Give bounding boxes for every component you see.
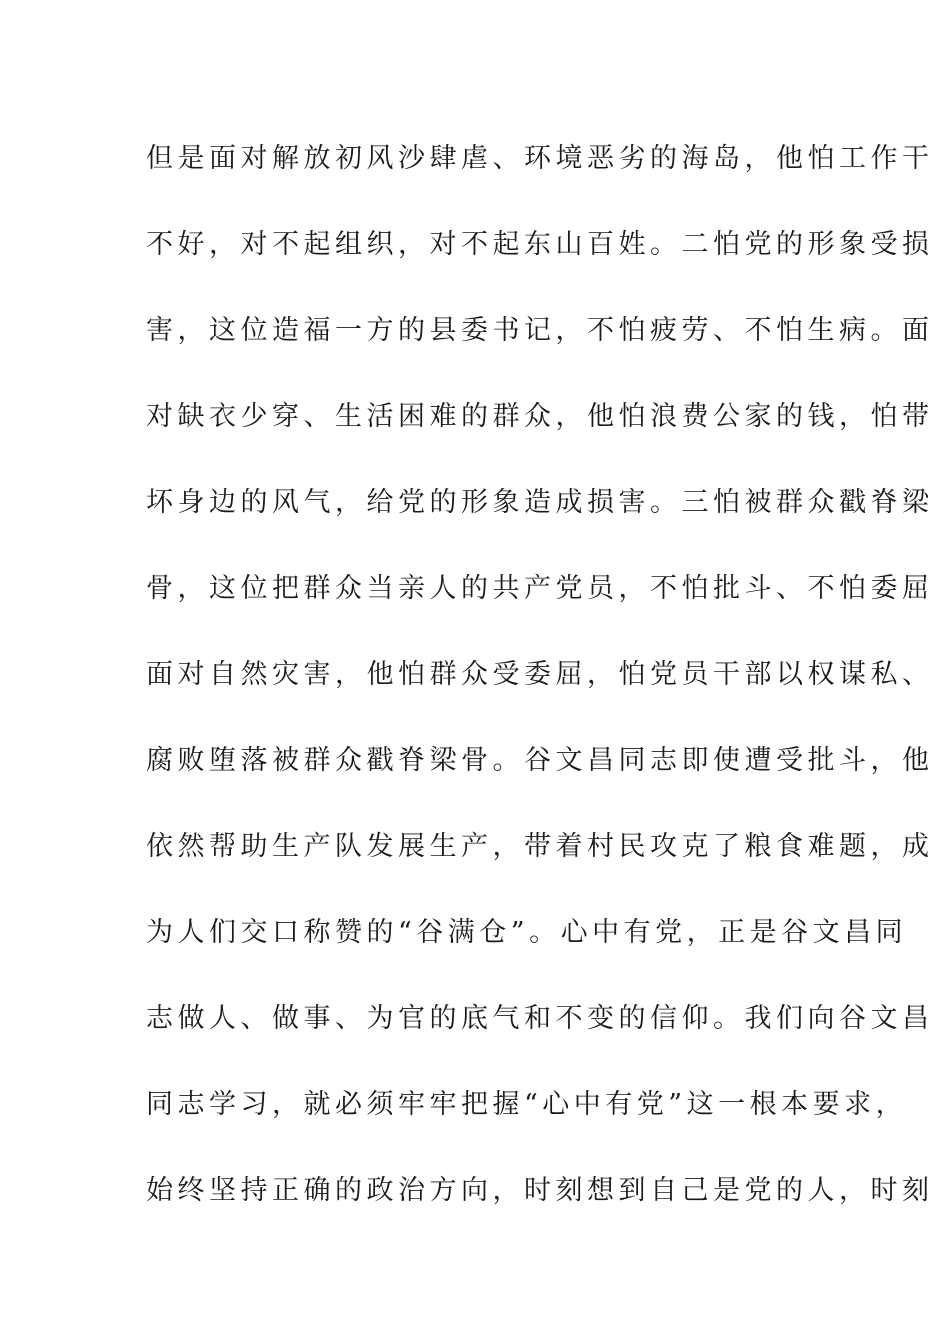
text-line: 始终坚持正确的政治方向，时刻想到自己是党的人，时刻 [146, 1175, 934, 1206]
text-line: 害，这位造福一方的县委书记，不怕疲劳、不怕生病。面 [146, 315, 934, 346]
text-line: 坏身边的风气，给党的形象造成损害。三怕被群众戳脊梁 [146, 487, 934, 518]
text-line: 骨，这位把群众当亲人的共产党员，不怕批斗、不怕委屈 [146, 573, 934, 604]
text-line: 但是面对解放初风沙肆虐、环境恶劣的海岛，他怕工作干 [146, 143, 934, 174]
text-line: 对缺衣少穿、生活困难的群众，他怕浪费公家的钱，怕带 [146, 401, 934, 432]
text-line: 面对自然灾害，他怕群众受委屈，怕党员干部以权谋私、 [146, 659, 934, 690]
text-line: 腐败堕落被群众戳脊梁骨。谷文昌同志即使遭受批斗，他 [146, 745, 934, 776]
text-line: 同志学习，就必须牢牢把握“心中有党”这一根本要求， [146, 1089, 908, 1120]
body-text [146, 129, 934, 1247]
text-line: 不好，对不起组织，对不起东山百姓。二怕党的形象受损 [146, 229, 934, 260]
text-line: 为人们交口称赞的“谷满仓”。心中有党，正是谷文昌同 [146, 917, 908, 948]
text-line: 志做人、做事、为官的底气和不变的信仰。我们向谷文昌 [146, 1003, 934, 1034]
text-line: 依然帮助生产队发展生产，带着村民攻克了粮食难题，成 [146, 831, 934, 862]
